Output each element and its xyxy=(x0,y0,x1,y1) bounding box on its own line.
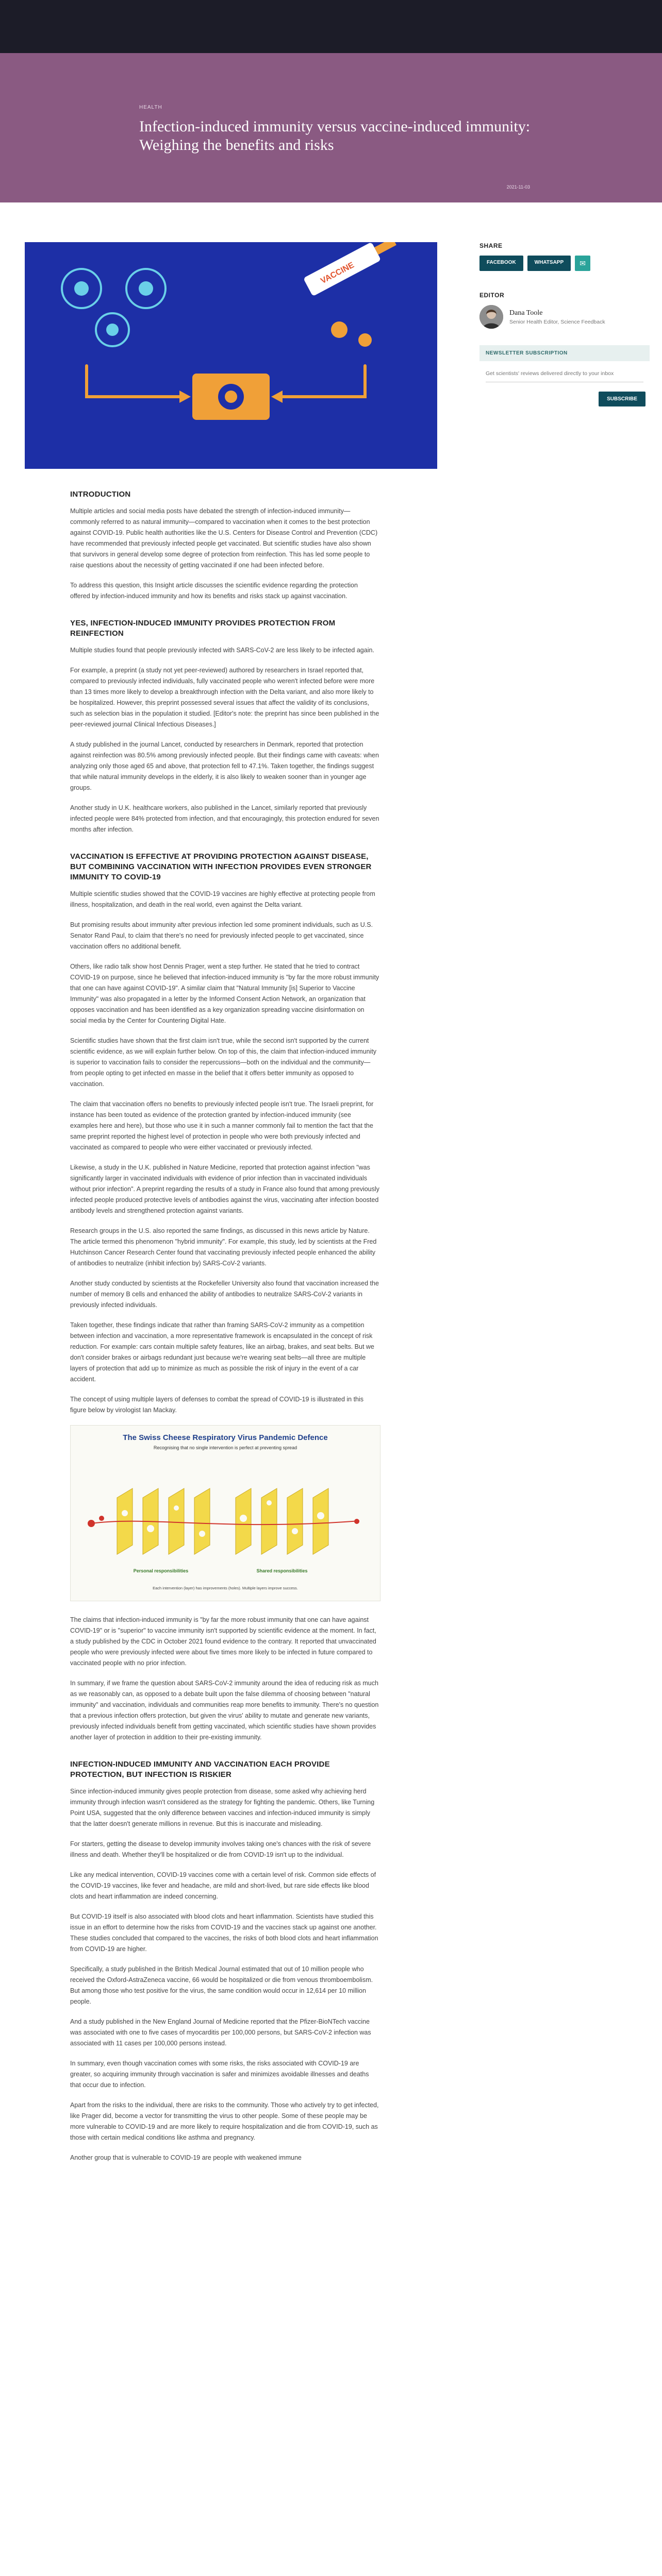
paragraph: Research groups in the U.S. also reported the same findings, as discussed in this news article by Nature. The article termed this phenomenon "hybrid immunity". For example, this study, led by scientists at the Fred Hutchinson Cancer Research Center found that vaccinating previously infected people enhanced the ability of antibodies to neutralize (inhibit infection by) SARS-CoV-2 variants. xyxy=(70,1227,377,1267)
paragraph: Multiple scientific studies showed that the COVID-19 vaccines are highly effective at protecting people from illness, hospitalization, and death in the real world, even against the Delta variant. xyxy=(70,890,375,908)
whatsapp-share-button[interactable]: WHATSAPP xyxy=(527,256,571,271)
paragraph: The claim that vaccination offers no benefits to previously infected people isn't true. The Israeli preprint, for instance has been touted as evidence of the protection granted by infection-induced immunity (see examples here and here), but those who use it in such a manner commonly fail to mention the fact that the same preprint reported the highest level of protection in people who were both previously infected and vaccinated as compared to people who were either vaccinated or previously infected. xyxy=(70,1100,374,1151)
paragraph: In summary, even though vaccination comes with some risks, the risks associated with COVID-19 are greater, so acquiring immunity through vaccination is safer and minimizes avoidable illnesses and deaths that occur due to infection. xyxy=(70,2060,369,2089)
paragraph: And a study published in the New England Journal of Medicine reported that the Pfizer-BioNTech vaccine was associated with one to five cases of myocarditis per 100,000 persons, but SARS-CoV-2 infection was associated with 11 cases per 100,000 persons instead. xyxy=(70,2018,371,2047)
editor-card xyxy=(479,305,650,329)
paragraph: Likewise, a study in the U.K. published in Nature Medicine, reported that protection against infection "was significantly larger in vaccinated individuals with evidence of prior infection than in vaccinated individuals without prior infection". A preprint regarding the results of a study in France also found that among previously infected people produced protective levels of antibodies against the virus, vaccinating after infection boosted antibody levels and strengthened protection against variants. xyxy=(70,1164,379,1214)
svg-text:Each intervention (layer) has: Each intervention (layer) has improvements (holes). Multiple layers improve success. xyxy=(153,1586,298,1590)
paragraph: The claims that infection-induced immunity is "by far the more robust immunity that one can have against COVID-19" or is "superior" to vaccine immunity isn't supported by scientific evidence at the moment. In fact, a study published by the CDC in October 2021 found evidence to the contrary. It reported that unvaccinated people who were previously infected were about five times more likely to be infected in future compared to vaccinated people with no prior infection. xyxy=(70,1616,376,1667)
section-heading: VACCINATION IS EFFECTIVE AT PROVIDING PROTECTION AGAINST DISEASE, BUT COMBINING VACCINATION WITH INFECTION PROVIDES EVEN STRONGER IMMUNITY TO COVID-19 xyxy=(70,852,372,882)
article-main xyxy=(25,242,437,2173)
paragraph: Multiple studies found that people previously infected with SARS-CoV-2 are less likely to be infected again. xyxy=(70,647,374,654)
facebook-share-button[interactable]: FACEBOOK xyxy=(479,256,523,271)
svg-text:The Swiss Cheese Respiratory V: The Swiss Cheese Respiratory Virus Pandemic Defence xyxy=(123,1433,328,1442)
swiss-cheese-illustration xyxy=(71,1426,380,1601)
svg-text:Personal responsibilities: Personal responsibilities xyxy=(133,1568,189,1573)
article-hero xyxy=(0,53,662,202)
paragraph: Like any medical intervention, COVID-19 vaccines come with a certain level of risk. Common side effects of the COVID-19 vaccines, like fever and headache, are mild and short-lived, but rare side effects like blood clots and heart inflammation are indeed concerning. xyxy=(70,1871,376,1900)
paragraph: But promising results about immunity after previous infection led some prominent individuals, such as U.S. Senator Rand Paul, to claim that there's no need for previously infected people to get vaccinated, since vaccination offers no additional benefit. xyxy=(70,921,373,950)
svg-text:VACCINE: VACCINE xyxy=(319,260,356,286)
section-heading: INTRODUCTION xyxy=(70,490,131,499)
paragraph: Scientific studies have shown that the first claim isn't true, while the second isn't supported by the current scientific evidence, as we will explain further below. On top of this, the claim that infection-induced immunity is superior to vaccination fails to consider the repercussions—both on the individual and the community—from people opting to get infected en masse in the belief that it offers better immunity as opposed to vaccination. xyxy=(70,1037,377,1088)
share-heading: SHARE xyxy=(479,242,503,249)
paragraph: A study published in the journal Lancet, conducted by researchers in Denmark, reported that protection against reinfection was 80.5% among previously infected people. But their findings came with caveats: when analyzing only those aged 65 and above, that protection fell to 47.1%. Taken together, the findings suggest that while natural immunity develops in the elderly, it is also likely to weaken sooner than in younger age groups. xyxy=(70,741,379,791)
site-top-bar xyxy=(0,0,662,53)
paragraph: Another study conducted by scientists at the Rockefeller University also found that vaccination increased the number of memory B cells and enhanced the ability of antibodies to neutralize SARS-CoV-2 variants in previously infected individuals. xyxy=(70,1280,379,1309)
article-sidebar xyxy=(479,242,650,406)
section-heading: YES, INFECTION-INDUCED IMMUNITY PROVIDES PROTECTION FROM REINFECTION xyxy=(70,619,336,638)
share-buttons xyxy=(479,256,650,271)
section-heading: INFECTION-INDUCED IMMUNITY AND VACCINATION EACH PROVIDE PROTECTION, BUT INFECTION IS RISKIER xyxy=(70,1760,330,1779)
immunity-illustration xyxy=(25,242,437,469)
svg-text:Recognising that no single int: Recognising that no single intervention is perfect at preventing spread xyxy=(153,1445,297,1450)
editor-avatar xyxy=(479,305,503,329)
person-icon xyxy=(479,305,503,329)
newsletter-description: Get scientists' reviews delivered directly to your inbox xyxy=(486,369,643,382)
paragraph: To address this question, this Insight article discusses the scientific evidence regarding the protection offered by infection-induced immunity and how its benefits and risks stack up against vaccination. xyxy=(70,582,358,600)
email-share-icon[interactable]: ✉ xyxy=(575,256,590,271)
illustration-immunity-figure xyxy=(25,242,437,469)
editor-title: Senior Health Editor, Science Feedback xyxy=(509,318,605,325)
paragraph: In summary, if we frame the question about SARS-CoV-2 immunity around the idea of reducing risk as much as we reasonably can, as opposed to a debate built upon the false dilemma of choosing between "natural immunity" and vaccination, individuals and communities reap more benefits to immunity. There's no question that a previous infection offers protection, but given the virus' ability to mutate and generate new variants, previously infected individuals benefit from getting vaccinated, which scientific studies have shown provides another layer of protection in addition to their pre-existing immunity. xyxy=(70,1680,379,1741)
paragraph: But COVID-19 itself is also associated with blood clots and heart inflammation. Scientists have studied this issue in an effort to determine how the risks from COVID-19 and the vaccines stack up against one another. These studies concluded that compared to the vaccines, the risks of both blood clots and heart inflammation from COVID-19 are higher. xyxy=(70,1913,378,1953)
paragraph: Multiple articles and social media posts have debated the strength of infection-induced immunity—commonly referred to as natural immunity—compared to vaccination when it comes to the best protection against COVID-19. Public health authorities like the U.S. Centers for Disease Control and Prevention (CDC) have recommended that previously infected people get vaccinated. But scientific studies have also shown that survivors in general develop some degree of protection from reinfection. This has led some people to raise questions about the necessity of getting vaccinated if one had been infected before. xyxy=(70,507,378,569)
svg-text:Shared responsibilities: Shared responsibilities xyxy=(256,1568,308,1573)
article-date: 2021-11-03 xyxy=(506,184,530,190)
article-category[interactable]: HEALTH xyxy=(139,105,162,110)
paragraph: Others, like radio talk show host Dennis Prager, went a step further. He stated that he tried to contract COVID-19 on purpose, since he believed that infection-induced immunity is "by far the more robust immunity that one can have against COVID-19". A similar claim that "Natural Immunity [is] Superior to Vaccine Immunity" was also propagated in a letter by the Informed Consent Action Network, an organization that opposes vaccination and has been identified as a key organization spreading vaccine disinformation on social media by the Center for Countering Digital Hate. xyxy=(70,963,379,1024)
paragraph: For example, a preprint (a study not yet peer-reviewed) authored by researchers in Israel reported that, compared to previously infected individuals, fully vaccinated people who weren't infected before were more than 13 times more likely to develop a breakthrough infection with the Delta variant, and also more likely to be hospitalized. However, this preprint possessed several issues that affect the validity of its conclusions, such as selection bias in the population it studied. [Editor's note: the preprint has since been published in the peer-reviewed journal Clinical Infectious Diseases.] xyxy=(70,667,379,728)
paragraph: Another study in U.K. healthcare workers, also published in the Lancet, similarly reported that previously infected people were 84% protected from infection, and that encouragingly, this protection endured for seven months after infection. xyxy=(70,804,379,833)
paragraph: The concept of using multiple layers of defenses to combat the spread of COVID-19 is illustrated in this figure below by virologist Ian Mackay. xyxy=(70,1396,364,1414)
editor-name[interactable]: Dana Toole xyxy=(509,309,543,317)
article-title: Infection-induced immunity versus vaccine-induced immunity: Weighing the benefits and risks xyxy=(139,118,531,154)
newsletter-heading: NEWSLETTER SUBSCRIPTION xyxy=(479,345,650,361)
paragraph: For starters, getting the disease to develop immunity involves taking one's chances with the risk of severe illness and death. Whether they'll be hospitalized or die from COVID-19 isn't up to the individual. xyxy=(70,1840,371,1858)
paragraph: Since infection-induced immunity gives people protection from disease, some asked why achieving herd immunity through infection wasn't considered as the strategy for fighting the pandemic. Others, like Turning Point USA, suggested that the only difference between vaccines and infection-induced immunity is simply that the latter doesn't generate millions in revenue. But this is inaccurate and misleading. xyxy=(70,1788,375,1827)
subscribe-button[interactable]: SUBSCRIBE xyxy=(599,392,646,406)
paragraph: Apart from the risks to the individual, there are risks to the community. Those who actively try to get infected, like Prager did, become a vector for transmitting the virus to other people. Some of these people may be more vulnerable to COVID-19 and are more likely to require hospitalization and die from COVID-19, such as those with certain medical conditions like asthma and pregnancy. xyxy=(70,2102,379,2141)
paragraph: Specifically, a study published in the British Medical Journal estimated that out of 10 million people who received the Oxford-AstraZeneca vaccine, 66 would be hospitalized or die from venous thromboembolism. But among those who test positive for the virus, the same condition would occur in 12,614 per 10 million people. xyxy=(70,1965,373,2005)
paragraph: Another group that is vulnerable to COVID-19 are people with weakened immune xyxy=(70,2154,302,2161)
article-body xyxy=(70,489,379,2163)
editor-heading: EDITOR xyxy=(479,292,505,299)
swiss-cheese-diagram xyxy=(70,1425,380,1601)
paragraph: Taken together, these findings indicate that rather than framing SARS-CoV-2 immunity as a competition between infection and vaccination, a more representative framework is encapsulated in the concept of risk reduction. For example: cars contain multiple safety features, like an airbag, brakes, and seat belts. But we don't consider brakes or airbags redundant just because we're wearing seat belts—all three are multiple layers of protection that add up to minimize as much as possible the risk of injury in the event of a car accident. xyxy=(70,1321,374,1383)
